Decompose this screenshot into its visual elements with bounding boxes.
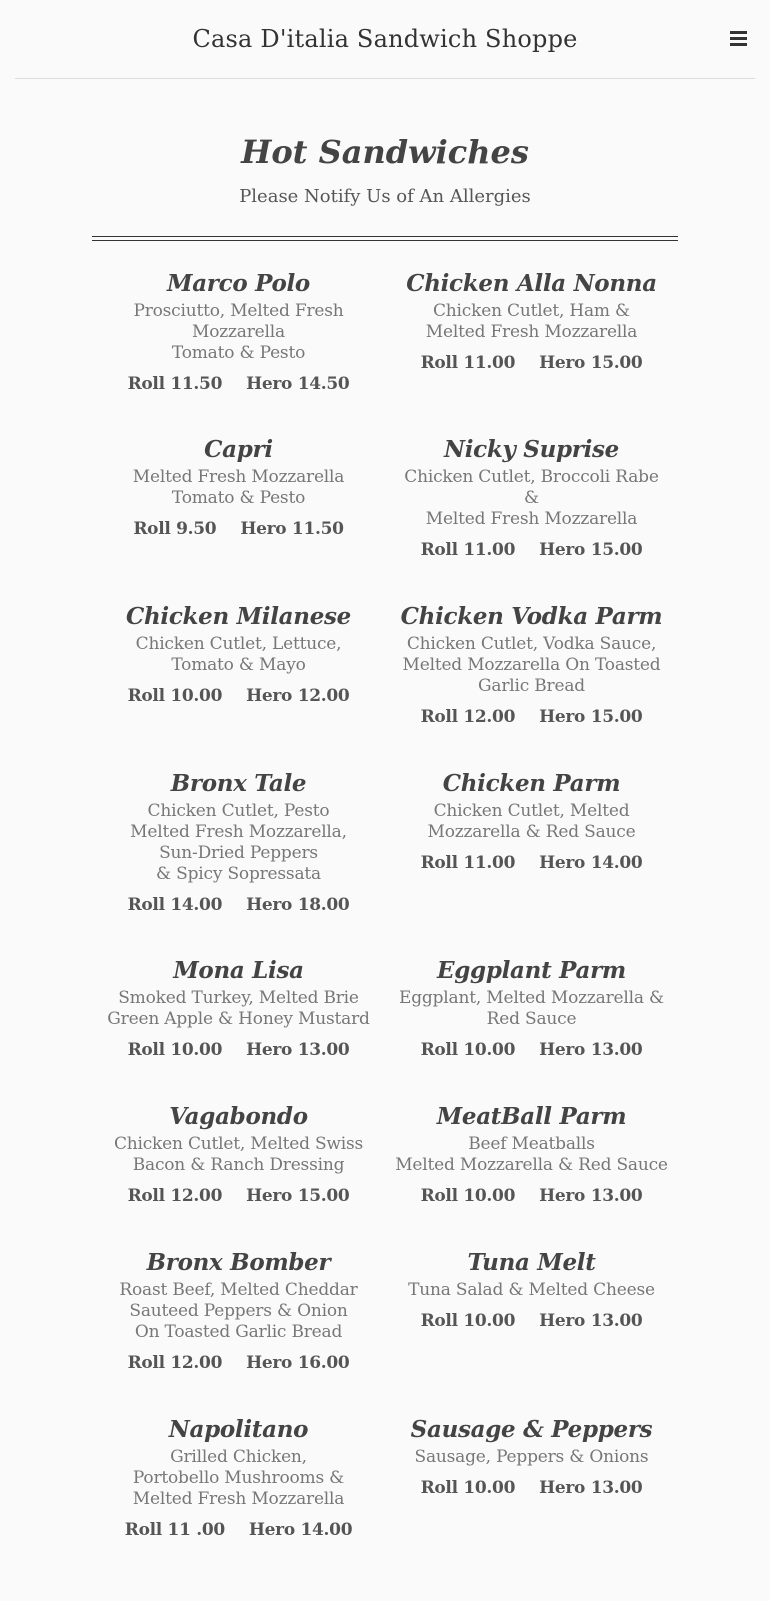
menu-item-name: Nicky Suprise xyxy=(443,436,620,463)
roll-price: Roll 11.00 xyxy=(420,540,516,560)
menu-item-description: Grilled Chicken, Portobello Mushrooms & Melted Fresh Mozzarella xyxy=(132,1447,345,1509)
menu-item-prices xyxy=(94,1353,383,1373)
menu-item-prices xyxy=(94,374,383,394)
menu-item xyxy=(92,267,385,433)
double-divider xyxy=(92,236,678,241)
hero-price: Hero 14.00 xyxy=(248,1520,353,1540)
allergy-notice: Please Notify Us of An Allergies xyxy=(239,186,531,207)
menu-item-name: Napolitano xyxy=(168,1416,309,1443)
menu-item-name: Chicken Milanese xyxy=(125,603,352,630)
page-title: Hot Sandwiches xyxy=(241,133,529,171)
menu-item xyxy=(92,767,385,954)
menu-item xyxy=(385,767,678,954)
site-header xyxy=(15,0,755,79)
menu-item-name: Tuna Melt xyxy=(467,1249,596,1276)
roll-price: Roll 10.00 xyxy=(127,1040,223,1060)
menu-item xyxy=(385,1413,678,1563)
hero-price: Hero 11.50 xyxy=(240,519,344,539)
menu-item xyxy=(92,1246,385,1413)
menu-item-prices xyxy=(94,1186,383,1206)
menu-grid xyxy=(92,267,678,1563)
menu-item xyxy=(385,954,678,1100)
menu-item-prices xyxy=(387,1311,676,1331)
menu-item-name: Eggplant Parm xyxy=(437,957,626,984)
menu-item-name: Marco Polo xyxy=(167,270,310,297)
menu-item-description: Chicken Cutlet, Melted Mozzarella & Red Sauce xyxy=(427,801,636,842)
menu-item-description: Chicken Cutlet, Vodka Sauce, Melted Mozzarella On Toasted Garlic Bread xyxy=(402,634,661,696)
roll-price: Roll 14.00 xyxy=(127,895,223,915)
roll-price: Roll 12.00 xyxy=(420,707,516,727)
menu-item xyxy=(385,267,678,433)
site-title[interactable]: Casa D'italia Sandwich Shoppe xyxy=(192,25,578,53)
hero-price: Hero 15.00 xyxy=(246,1186,350,1206)
menu-item-name: Bronx Tale xyxy=(170,770,307,797)
roll-price: Roll 12.00 xyxy=(127,1186,223,1206)
menu-item-description: Chicken Cutlet, Pesto Melted Fresh Mozzarella, Sun-Dried Peppers & Spicy Sopressata xyxy=(130,801,347,884)
hero-price: Hero 14.00 xyxy=(539,853,643,873)
hero-price: Hero 13.00 xyxy=(539,1040,643,1060)
menu-item-prices xyxy=(387,1040,676,1060)
roll-price: Roll 12.00 xyxy=(127,1353,223,1373)
menu-item-description: Tuna Salad & Melted Cheese xyxy=(408,1280,655,1300)
roll-price: Roll 11.50 xyxy=(127,374,223,394)
roll-price: Roll 11.00 xyxy=(420,853,516,873)
menu-item xyxy=(385,1100,678,1246)
hero-price: Hero 18.00 xyxy=(246,895,350,915)
menu-item-description: Roast Beef, Melted Cheddar Sauteed Peppers & Onion On Toasted Garlic Bread xyxy=(119,1280,358,1342)
roll-price: Roll 10.00 xyxy=(420,1311,516,1331)
menu-item-description: Sausage, Peppers & Onions xyxy=(414,1447,649,1467)
menu-item-prices xyxy=(94,686,383,706)
menu-item-name: MeatBall Parm xyxy=(436,1103,627,1130)
hero-price: Hero 15.00 xyxy=(539,540,643,560)
menu-item xyxy=(92,433,385,600)
roll-price: Roll 10.00 xyxy=(420,1186,516,1206)
hero-price: Hero 13.00 xyxy=(539,1186,643,1206)
menu-item-prices xyxy=(94,519,383,539)
menu-item xyxy=(385,1246,678,1413)
roll-price: Roll 9.50 xyxy=(133,519,217,539)
roll-price: Roll 10.00 xyxy=(127,686,223,706)
menu-item-name: Chicken Vodka Parm xyxy=(400,603,663,630)
menu-item-description: Beef Meatballs Melted Mozzarella & Red Sauce xyxy=(395,1134,668,1175)
menu-item-prices xyxy=(94,1040,383,1060)
roll-price: Roll 10.00 xyxy=(420,1478,516,1498)
menu-item-name: Chicken Alla Nonna xyxy=(406,270,657,297)
menu-item-prices xyxy=(387,707,676,727)
menu-item xyxy=(385,600,678,767)
menu-item-description: Chicken Cutlet, Lettuce, Tomato & Mayo xyxy=(135,634,342,675)
menu-item-description: Chicken Cutlet, Broccoli Rabe & Melted Fresh Mozzarella xyxy=(404,467,659,529)
menu-item-name: Capri xyxy=(204,436,273,463)
hero-price: Hero 16.00 xyxy=(246,1353,350,1373)
menu-item-description: Melted Fresh Mozzarella Tomato & Pesto xyxy=(132,467,345,508)
menu-item-description: Prosciutto, Melted Fresh Mozzarella Tomato & Pesto xyxy=(133,301,344,363)
menu-item-name: Bronx Bomber xyxy=(146,1249,331,1276)
menu-item-prices xyxy=(387,1478,676,1498)
hero-price: Hero 12.00 xyxy=(246,686,350,706)
menu-item xyxy=(385,433,678,600)
menu-item xyxy=(92,1413,385,1563)
roll-price: Roll 11 .00 xyxy=(124,1520,225,1540)
menu-item xyxy=(92,600,385,767)
menu-item-prices xyxy=(387,1186,676,1206)
menu-item-name: Sausage & Peppers xyxy=(410,1416,653,1443)
menu-item-prices xyxy=(387,853,676,873)
roll-price: Roll 10.00 xyxy=(420,1040,516,1060)
menu-item-name: Vagabondo xyxy=(169,1103,308,1130)
hero-price: Hero 13.00 xyxy=(539,1311,643,1331)
menu-item-prices xyxy=(94,895,383,915)
hero-price: Hero 15.00 xyxy=(539,707,643,727)
menu-section-header xyxy=(0,79,770,207)
roll-price: Roll 11.00 xyxy=(420,353,516,373)
hero-price: Hero 15.00 xyxy=(539,353,643,373)
menu-item xyxy=(92,1100,385,1246)
menu-item-description: Eggplant, Melted Mozzarella & Red Sauce xyxy=(399,988,664,1029)
menu-item-name: Mona Lisa xyxy=(173,957,304,984)
menu-item-description: Chicken Cutlet, Ham & Melted Fresh Mozzarella xyxy=(425,301,638,342)
hamburger-menu-icon[interactable] xyxy=(730,31,747,45)
hero-price: Hero 13.00 xyxy=(539,1478,643,1498)
hero-price: Hero 13.00 xyxy=(246,1040,350,1060)
menu-item xyxy=(92,954,385,1100)
hero-price: Hero 14.50 xyxy=(246,374,350,394)
menu-item-name: Chicken Parm xyxy=(442,770,621,797)
menu-item-description: Smoked Turkey, Melted Brie Green Apple & Honey Mustard xyxy=(107,988,370,1029)
menu-item-prices xyxy=(94,1520,383,1540)
menu-item-description: Chicken Cutlet, Melted Swiss Bacon & Ranch Dressing xyxy=(113,1134,364,1175)
menu-item-prices xyxy=(387,540,676,560)
menu-item-prices xyxy=(387,353,676,373)
